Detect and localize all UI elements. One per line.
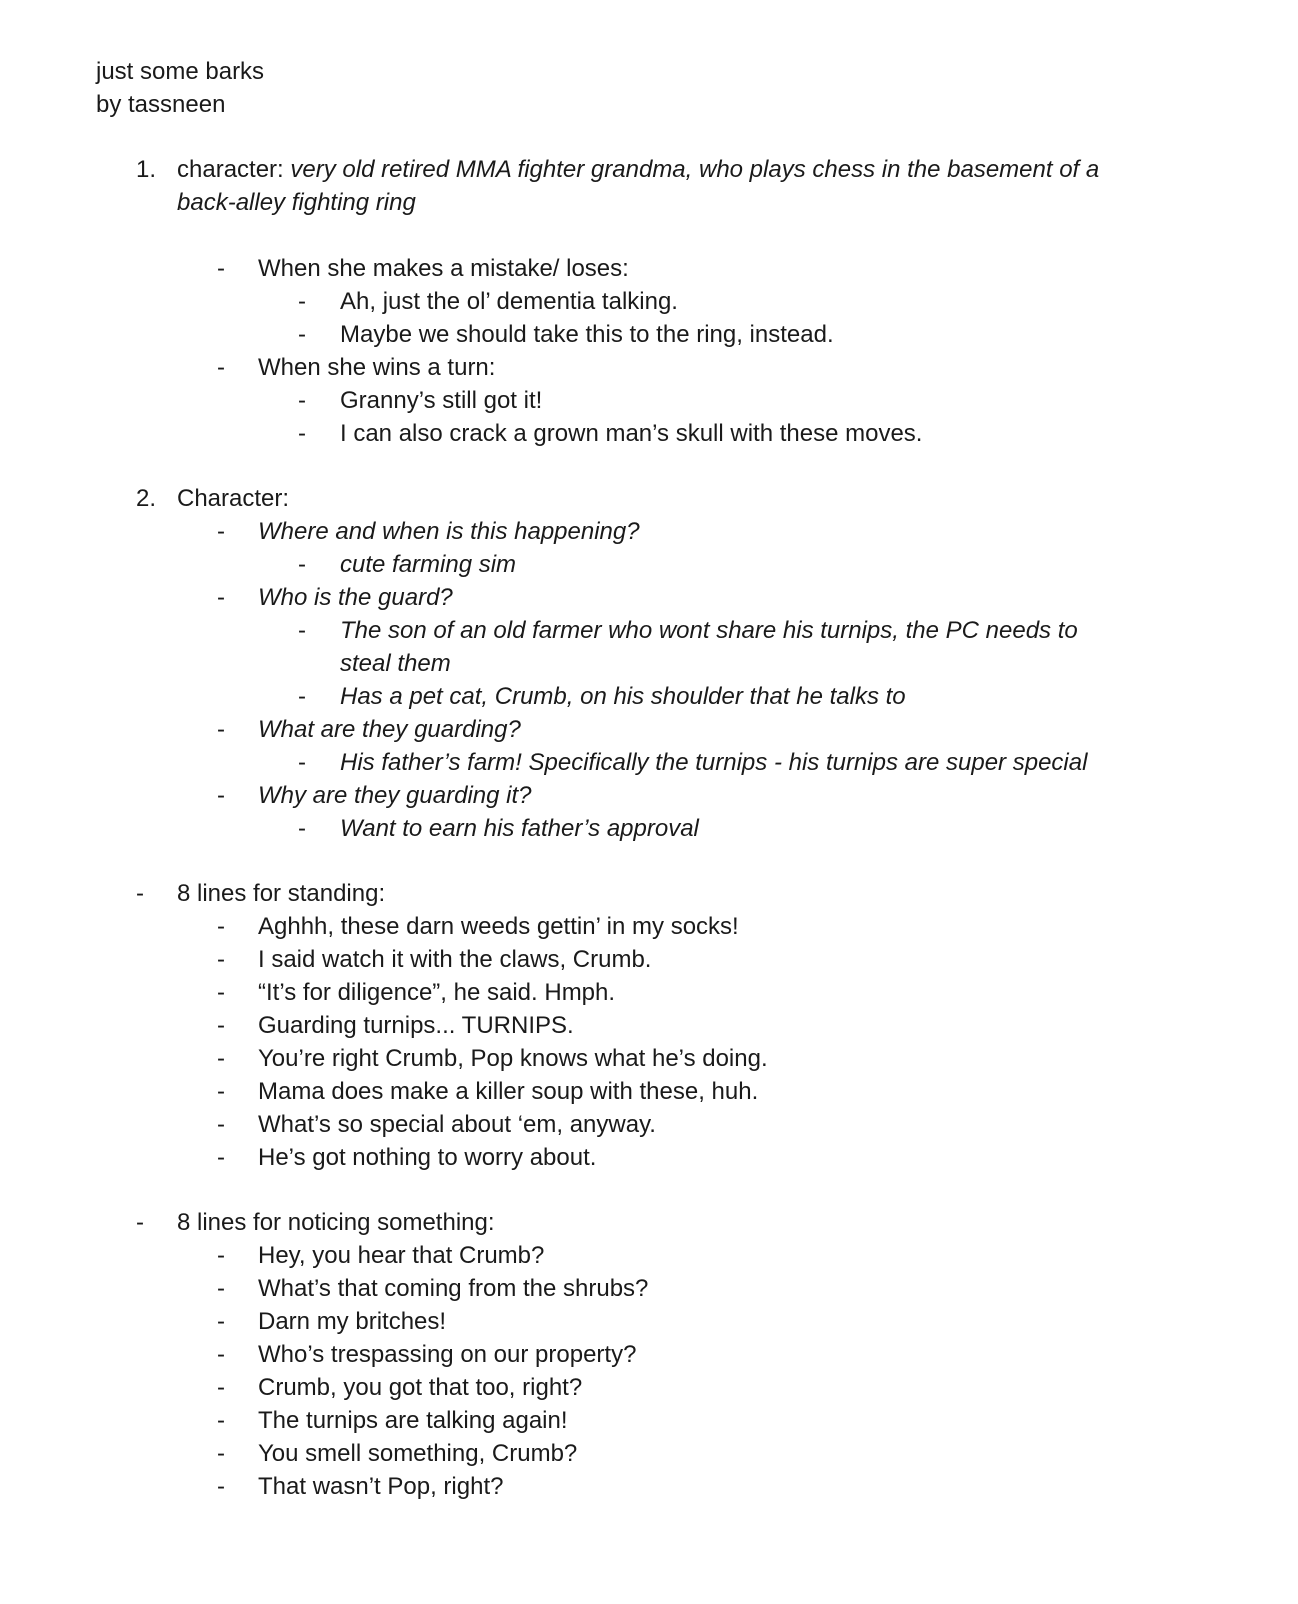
- list-item: Want to earn his father’s approval: [340, 815, 699, 842]
- list-item: That wasn’t Pop, right?: [258, 1473, 504, 1500]
- list-item: He’s got nothing to worry about.: [258, 1144, 597, 1171]
- list-item: You smell something, Crumb?: [258, 1440, 578, 1467]
- dash-bullet: -: [298, 749, 306, 776]
- list-item: I can also crack a grown man’s skull with these moves.: [340, 420, 923, 447]
- list-item: Hey, you hear that Crumb?: [258, 1242, 545, 1269]
- standing-label: 8 lines for standing:: [177, 880, 386, 907]
- section2-label: Character:: [177, 485, 290, 512]
- list-item: Aghhh, these darn weeds gettin’ in my socks!: [258, 913, 739, 940]
- list-item: You’re right Crumb, Pop knows what he’s doing.: [258, 1045, 768, 1072]
- list-item: Who’s trespassing on our property?: [258, 1341, 637, 1368]
- dash-bullet: -: [217, 1275, 225, 1302]
- dash-bullet: -: [217, 716, 225, 743]
- dash-bullet: -: [217, 1078, 225, 1105]
- dash-bullet: -: [217, 913, 225, 940]
- list-item: The turnips are talking again!: [258, 1407, 568, 1434]
- dash-bullet: -: [217, 1308, 225, 1335]
- list-number: 1.: [136, 156, 157, 183]
- list-item: Who is the guard?: [258, 584, 453, 611]
- list-item: Ah, just the ol’ dementia talking.: [340, 288, 678, 315]
- list-number: 2.: [136, 485, 157, 512]
- dash-bullet: -: [217, 1045, 225, 1072]
- dash-bullet: -: [136, 880, 144, 907]
- doc-byline: by tassneen: [96, 91, 226, 118]
- list-item: Granny’s still got it!: [340, 387, 543, 414]
- section1-description-cont: back-alley fighting ring: [177, 189, 416, 216]
- dash-bullet: -: [298, 288, 306, 315]
- list-item: The son of an old farmer who wont share his turnips, the PC needs to: [340, 617, 1078, 644]
- dash-bullet: -: [217, 946, 225, 973]
- dash-bullet: -: [136, 1209, 144, 1236]
- list-item: Maybe we should take this to the ring, instead.: [340, 321, 834, 348]
- dash-bullet: -: [298, 683, 306, 710]
- dash-bullet: -: [217, 1440, 225, 1467]
- list-item: When she wins a turn:: [258, 354, 496, 381]
- list-item: Why are they guarding it?: [258, 782, 532, 809]
- list-item: What are they guarding?: [258, 716, 521, 743]
- dash-bullet: -: [298, 420, 306, 447]
- dash-bullet: -: [217, 1374, 225, 1401]
- list-item: Guarding turnips... TURNIPS.: [258, 1012, 574, 1039]
- section1-heading: [177, 153, 1099, 187]
- list-item: His father’s farm! Specifically the turnips - his turnips are super special: [340, 749, 1088, 776]
- list-item: What’s that coming from the shrubs?: [258, 1275, 649, 1302]
- dash-bullet: -: [298, 815, 306, 842]
- noticing-label: 8 lines for noticing something:: [177, 1209, 495, 1236]
- list-item: I said watch it with the claws, Crumb.: [258, 946, 652, 973]
- dash-bullet: -: [217, 979, 225, 1006]
- dash-bullet: -: [217, 518, 225, 545]
- list-item: Darn my britches!: [258, 1308, 447, 1335]
- list-item-cont: steal them: [340, 650, 451, 677]
- list-item: “It’s for diligence”, he said. Hmph.: [258, 979, 616, 1006]
- dash-bullet: -: [217, 1144, 225, 1171]
- section1-description: very old retired MMA fighter grandma, who plays chess in the basement of a: [290, 156, 1100, 183]
- dash-bullet: -: [217, 354, 225, 381]
- list-item: Mama does make a killer soup with these, huh.: [258, 1078, 759, 1105]
- dash-bullet: -: [217, 584, 225, 611]
- dash-bullet: -: [217, 1341, 225, 1368]
- list-item: cute farming sim: [340, 551, 517, 578]
- dash-bullet: -: [217, 1012, 225, 1039]
- dash-bullet: -: [217, 255, 225, 282]
- dash-bullet: -: [298, 617, 306, 644]
- list-item: Crumb, you got that too, right?: [258, 1374, 583, 1401]
- dash-bullet: -: [217, 1473, 225, 1500]
- doc-title: just some barks: [96, 58, 265, 85]
- dash-bullet: -: [298, 321, 306, 348]
- dash-bullet: -: [217, 1111, 225, 1138]
- list-item: Where and when is this happening?: [258, 518, 640, 545]
- dash-bullet: -: [298, 551, 306, 578]
- list-item: When she makes a mistake/ loses:: [258, 255, 629, 282]
- dash-bullet: -: [298, 387, 306, 414]
- dash-bullet: -: [217, 782, 225, 809]
- dash-bullet: -: [217, 1242, 225, 1269]
- section1-label: character:: [177, 156, 284, 183]
- list-item: Has a pet cat, Crumb, on his shoulder that he talks to: [340, 683, 906, 710]
- list-item: What’s so special about ‘em, anyway.: [258, 1111, 656, 1138]
- dash-bullet: -: [217, 1407, 225, 1434]
